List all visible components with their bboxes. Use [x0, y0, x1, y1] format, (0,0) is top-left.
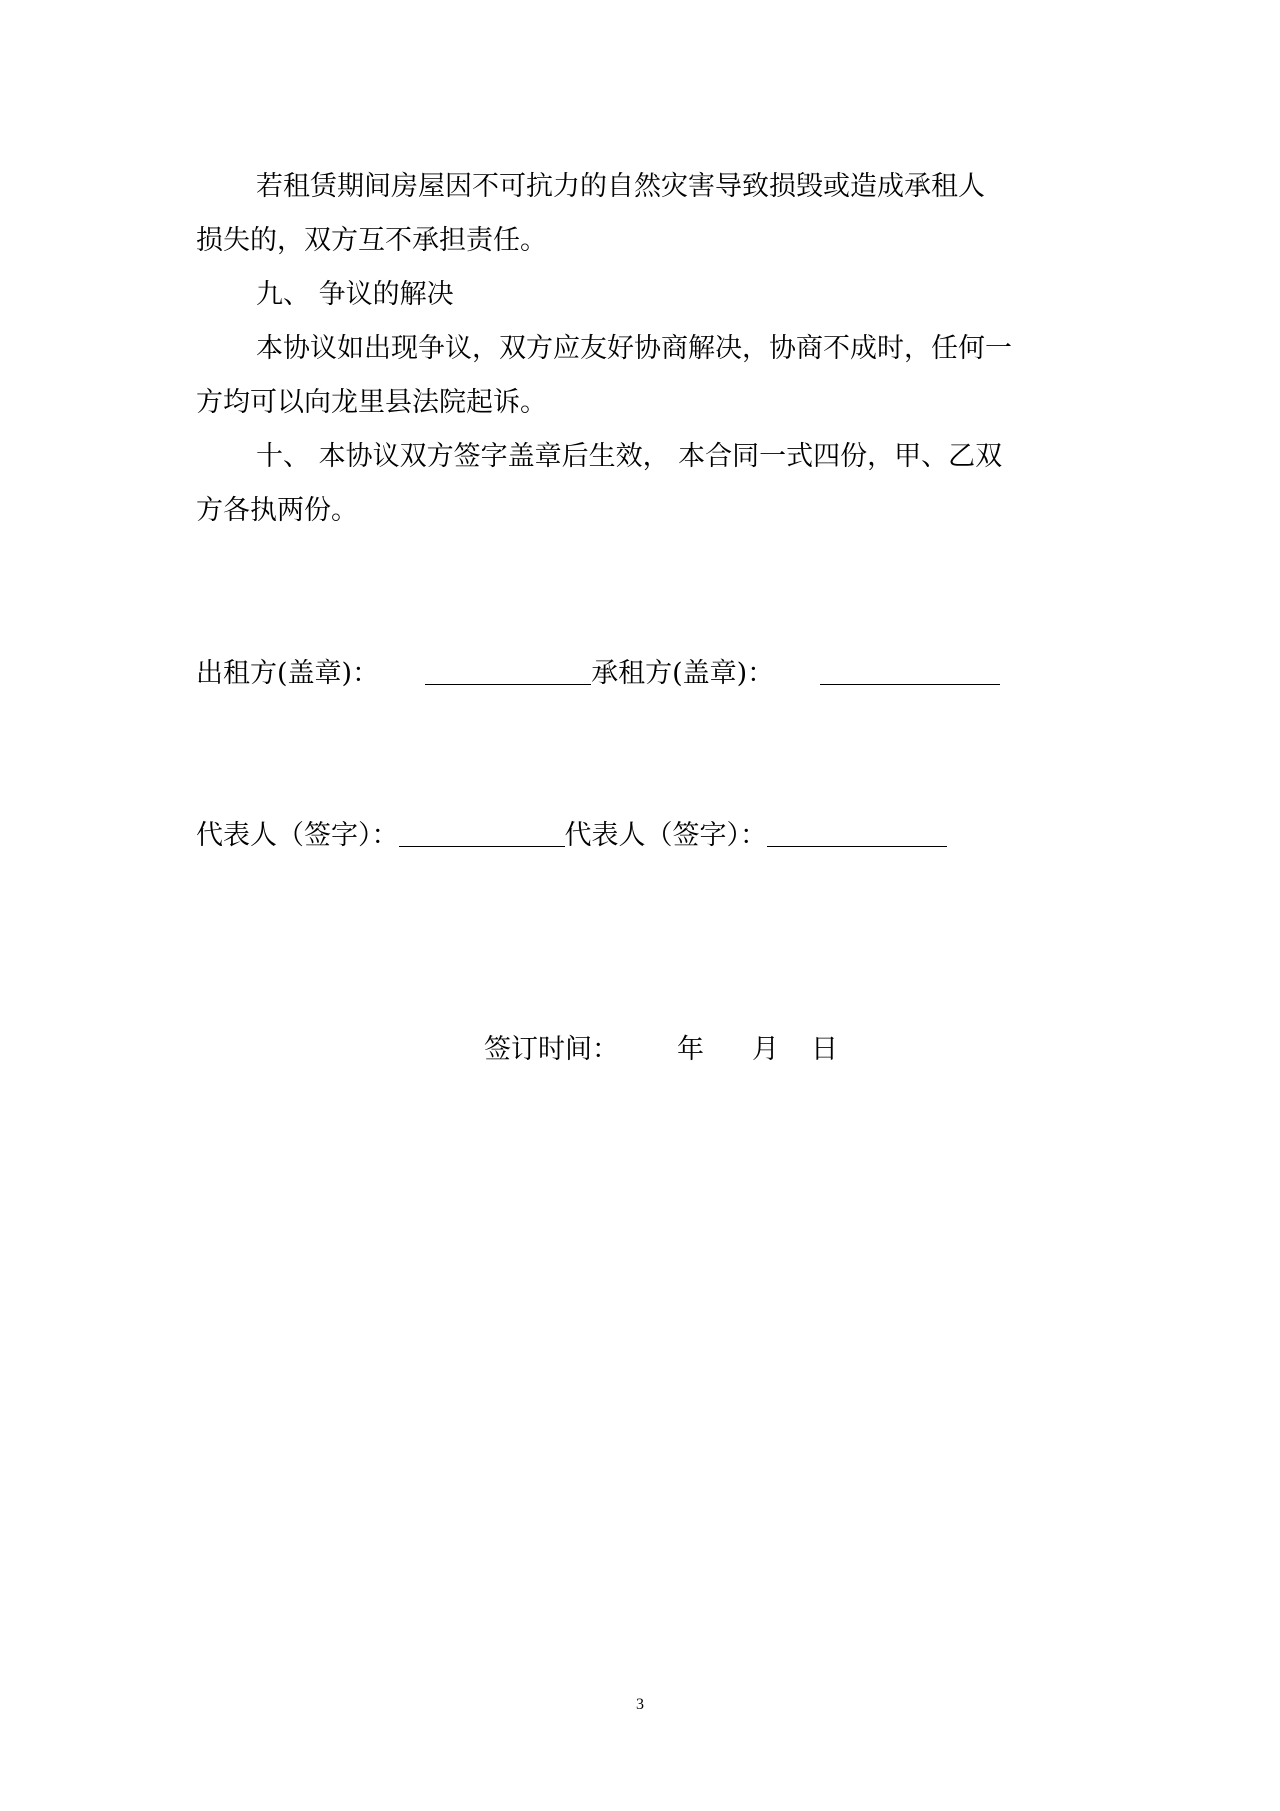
lessor-seal-label: 出租方(盖章)： [196, 658, 380, 689]
section-10-line-2: 方各执两份。 [196, 495, 358, 526]
signing-date-month: 月 [752, 1034, 779, 1065]
lessor-seal-blank [425, 658, 591, 685]
section-10-line-1: 十、 本协议双方签字盖章后生效， 本合同一式四份，甲、乙双 [256, 441, 1003, 472]
section-9-line-1: 本协议如出现争议，双方应友好协商解决，协商不成时，任何一 [256, 333, 1012, 364]
lessor-rep-label: 代表人（签字）： [196, 820, 399, 851]
lessee-seal-blank [820, 658, 1000, 685]
seal-signature-row [196, 654, 1000, 694]
section-9-heading: 九、 争议的解决 [256, 279, 454, 310]
page-number: 3 [636, 1696, 644, 1713]
representative-signature-row [196, 816, 947, 856]
signing-date-year: 年 [677, 1034, 704, 1065]
lessee-rep-blank [767, 820, 947, 847]
lessee-seal-label: 承租方(盖章)： [591, 658, 775, 689]
section-9-line-2: 方均可以向龙里县法院起诉。 [196, 387, 547, 418]
signing-date-label: 签订时间： [484, 1034, 619, 1065]
force-majeure-line-1: 若租赁期间房屋因不可抗力的自然灾害导致损毁或造成承租人 [256, 171, 985, 202]
signing-date-row [484, 1030, 838, 1070]
signing-date-day: 日 [811, 1034, 838, 1065]
force-majeure-line-2: 损失的，双方互不承担责任。 [196, 225, 547, 256]
lessor-rep-blank [399, 820, 565, 847]
lessee-rep-label: 代表人（签字）： [564, 820, 767, 851]
